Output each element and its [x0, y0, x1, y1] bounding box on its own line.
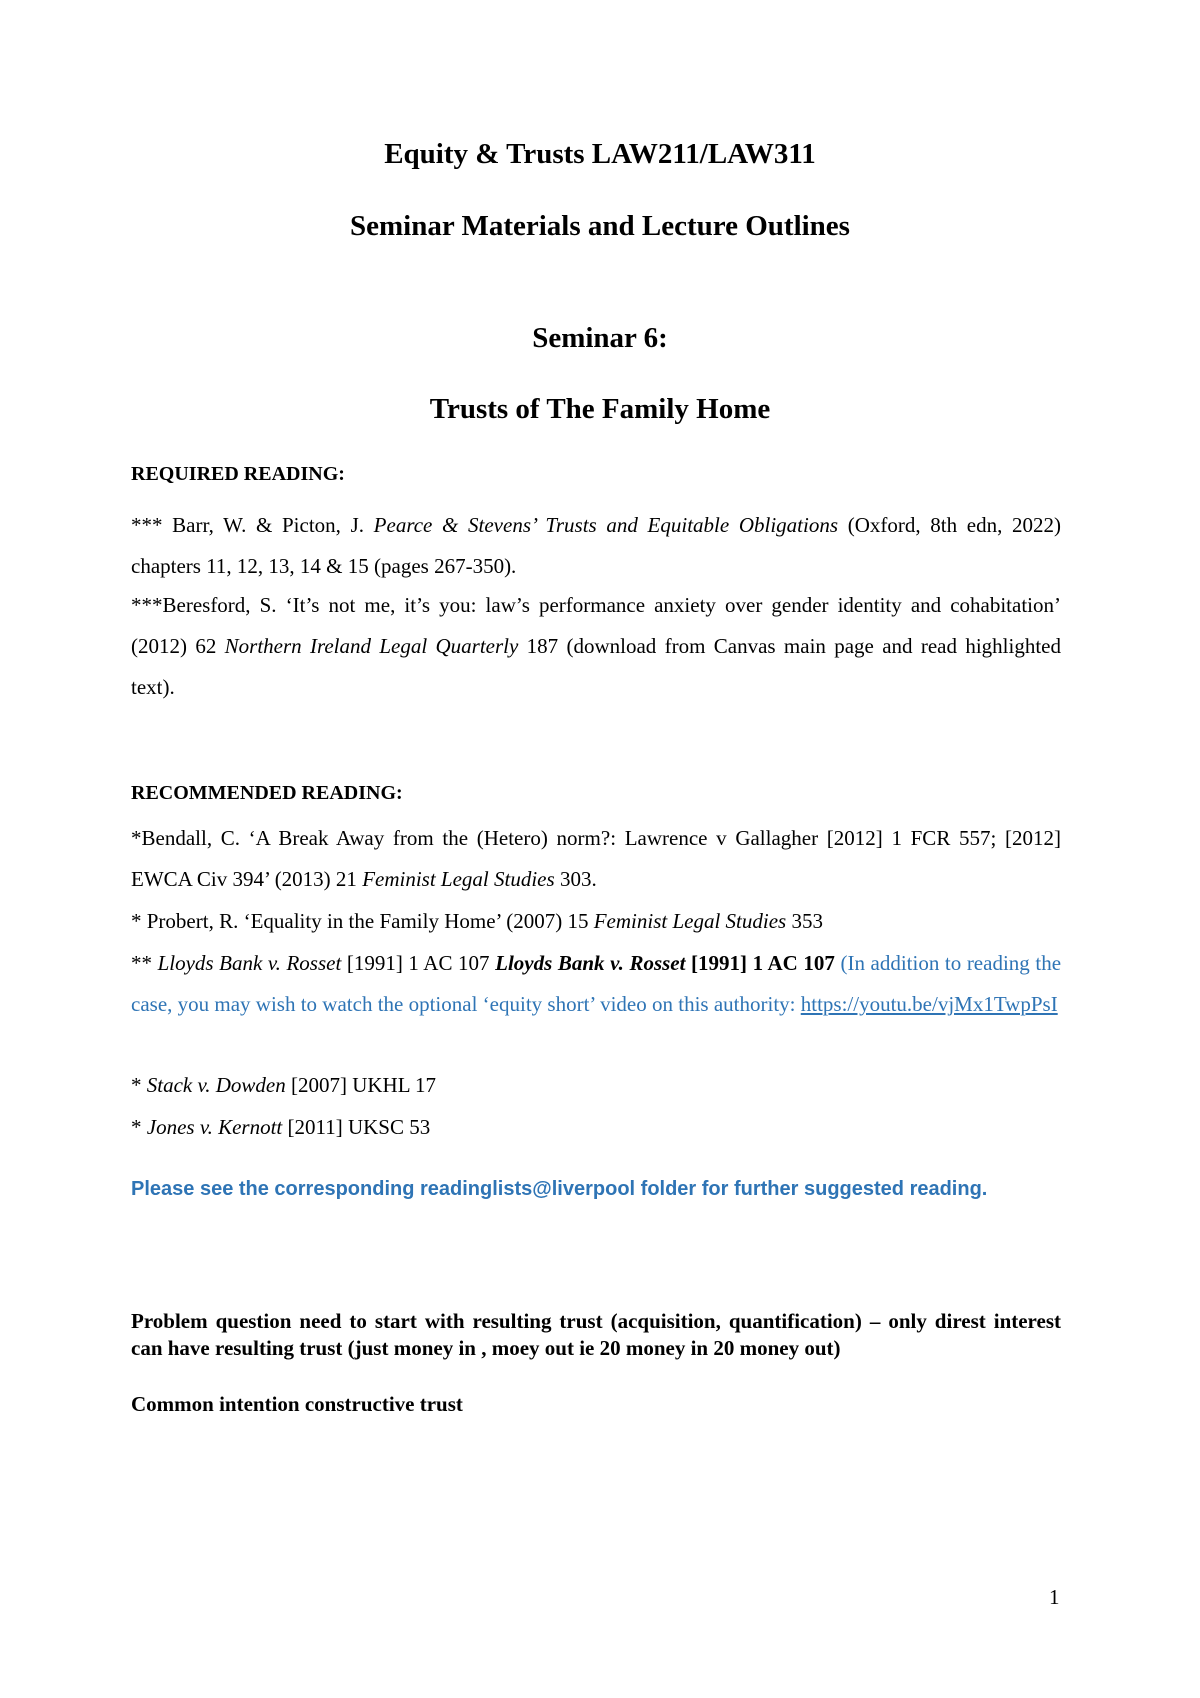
page-number: 1: [1049, 1585, 1060, 1609]
youtube-link[interactable]: https://youtu.be/vjMx1TwpPsI: [800, 992, 1058, 1016]
reading-journal: Feminist Legal Studies: [362, 867, 555, 891]
seminar-topic: Trusts of The Family Home: [429, 393, 771, 425]
reading-details: 187 (download from Canvas main page and read highlighted text).: [131, 634, 1061, 699]
recommended-reading-item-5: [131, 1106, 1061, 1148]
case-citation: [2007] UKHL 17: [285, 1073, 437, 1097]
case-name: Lloyds Bank v. Rosset: [157, 951, 342, 975]
reading-details: 303.: [554, 867, 597, 891]
required-reading-item-2: [131, 585, 1061, 708]
reading-book-title: Pearce & Stevens’ Trusts and Equitable Obligations: [373, 513, 839, 537]
priority-stars: *: [131, 1073, 147, 1097]
reading-journal: Feminist Legal Studies: [593, 909, 787, 933]
reading-list-note: Please see the corresponding readinglists@liverpool folder for further suggested reading.: [131, 1178, 988, 1200]
reading-author: *** Barr, W. & Picton, J.: [131, 513, 374, 537]
recommended-reading-heading: RECOMMENDED READING:: [131, 782, 403, 804]
case-name: Stack v. Dowden: [146, 1073, 286, 1097]
required-reading-item-1: [131, 505, 1061, 587]
case-citation: [2011] UKSC 53: [282, 1115, 431, 1139]
problem-question-note: Problem question need to start with resulting trust (acquisition, quantification) – only direst interest can have resulting trust (just money in , moey out ie 20 money in 20 money out): [131, 1309, 1061, 1360]
priority-stars: **: [131, 951, 158, 975]
reading-author: ***Beresford, S. ‘It’s not me, it’s you: law’s performance anxiety over gender identity and cohabitation’ (2012) 62: [131, 593, 1061, 658]
recommended-reading-item-2: [131, 900, 1061, 942]
reading-details: (Oxford, 8th edn, 2022) chapters 11, 12, 13, 14 & 15 (pages 267-350).: [131, 513, 1061, 578]
recommended-reading-item-3: [131, 943, 1061, 1025]
reading-journal: Northern Ireland Legal Quarterly: [224, 634, 519, 658]
seminar-number: Seminar 6:: [532, 322, 668, 354]
video-note: (In addition to reading the case, you may wish to watch the optional ‘equity short’ video on this authority:: [131, 951, 1062, 1016]
case-citation-bold: [1991] 1 AC 107: [685, 951, 835, 975]
reading-details: 353: [786, 909, 823, 933]
priority-stars: *: [131, 1115, 147, 1139]
constructive-trust-note: Common intention constructive trust: [131, 1392, 463, 1416]
document-title: Equity & Trusts LAW211/LAW311: [384, 138, 816, 170]
document-subtitle: Seminar Materials and Lecture Outlines: [350, 210, 850, 242]
reading-author: *Bendall, C. ‘A Break Away from the (Hetero) norm?: Lawrence v Gallagher [2012] 1 FCR 557; [2012] EWCA Civ 394’ (2013) 21: [131, 826, 1061, 891]
case-citation: [1991] 1 AC 107: [341, 951, 496, 975]
required-reading-heading: REQUIRED READING:: [131, 463, 345, 485]
recommended-reading-item-1: [131, 818, 1061, 900]
case-name-bold: Lloyds Bank v. Rosset: [495, 951, 686, 975]
reading-author: * Probert, R. ‘Equality in the Family Home’ (2007) 15: [131, 909, 594, 933]
recommended-reading-item-4: [131, 1064, 1061, 1106]
case-name: Jones v. Kernott: [146, 1115, 283, 1139]
